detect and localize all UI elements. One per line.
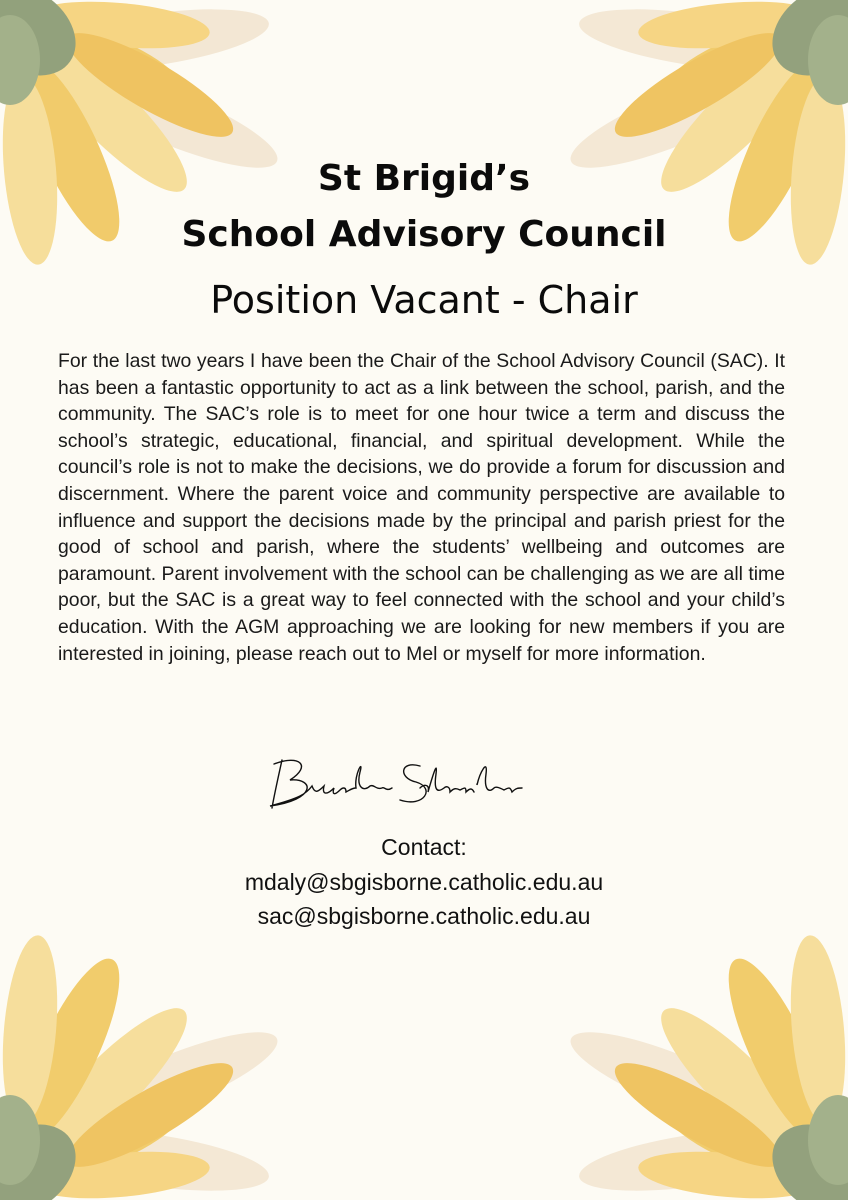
body-paragraph: For the last two years I have been the Chair of the School Advisory Council (SAC). It has been a fantastic opportunity to act as a link between the school, parish, and the community. The SAC’s role is to meet for one hour twice a term and discuss the school’s strategic, educational, financial, and spiritual development. While the council’s role is not to make the decisions, we do provide a forum for discussion and discernment. Where the parent voice and community perspective are available to influence and support the decisions made by the principal and parish priest for the good of school and parish, where the students’ wellbeing and outcomes are paramount. Parent involvement with the school can be challenging as we are all time poor, but the SAC is a great way to feel connected with the school and your child’s education. With the AGM approaching we are looking for new members if you are interested in joining, please reach out to Mel or myself for more information. xyxy=(58,350,785,665)
title-line-1: St Brigid’s xyxy=(317,158,531,199)
handwritten-signature-icon xyxy=(260,748,530,818)
contact-email-mdaly[interactable]: mdaly@sbgisborne.catholic.edu.au xyxy=(244,869,604,895)
contact-label: Contact: xyxy=(381,834,467,860)
subtitle: Position Vacant - Chair xyxy=(210,278,638,322)
contact-email-sac[interactable]: sac@sbgisborne.catholic.edu.au xyxy=(257,903,591,929)
title-line-2: School Advisory Council xyxy=(181,214,667,255)
signature xyxy=(260,748,530,818)
